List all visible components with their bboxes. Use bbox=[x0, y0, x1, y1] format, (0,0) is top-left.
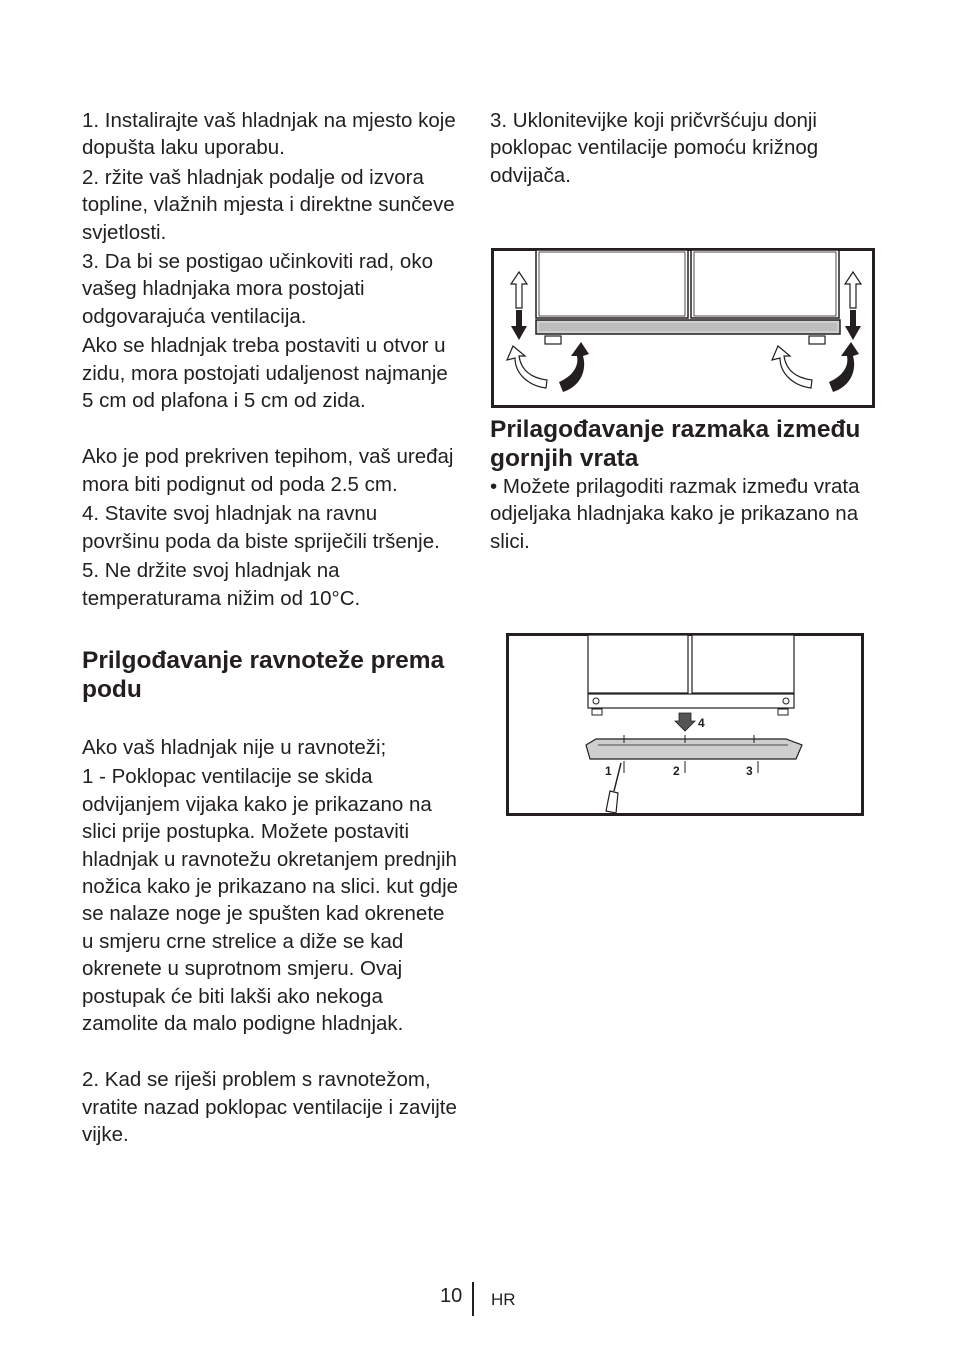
unbalanced-intro: Ako vaš hladnjak nije u ravnoteži; bbox=[82, 735, 387, 759]
right-column-lower bbox=[490, 415, 870, 555]
remove-screws-instruction: 3. Uklonitevijke koji pričvršćuju donji poklopac ventilacije pomoću križnog odvijača. bbox=[490, 109, 819, 187]
door-gap-instruction: • Možete prilagoditi razmak između vrata odjeljaka hladnjaka kako je prikazano na slici. bbox=[490, 475, 860, 553]
right-foot bbox=[809, 336, 825, 344]
instruction-4: 4. Stavite svoj hladnjak na ravnu površinu poda da biste spriječili tršenje. bbox=[82, 502, 440, 553]
carpet-note: Ako je pod prekriven tepihom, vaš uređaj mora biti podignut od poda 2.5 cm. bbox=[82, 445, 454, 496]
balance-step-2: 2. Kad se riješi problem s ravnotežom, vratite nazad poklopac ventilacije i zavijte vijke. bbox=[82, 1068, 457, 1147]
page-footer bbox=[0, 1282, 954, 1316]
label-2: 2 bbox=[673, 764, 680, 778]
instruction-1: 1. Instalirajte vaš hladnjak na mjesto koje dopušta laku uporabu. bbox=[82, 109, 456, 160]
left-door bbox=[588, 635, 688, 693]
footer-divider bbox=[472, 1282, 474, 1316]
page-number: 10 bbox=[440, 1285, 463, 1307]
left-foot bbox=[545, 336, 561, 344]
balance-step-1: 1 - Poklopac ventilacije se skida odvijanjem vijaka kako je prikazano na slici prije postupka. Možete postaviti hladnjak u ravnotežu okretanjem prednjih nožica kako je prikazano na slici. kut gdje se nalaze noge je spušten kad okrenete u smjeru crne strelice a diže se kad okrenete u suprotnom smjeru. Ovaj postupak će biti lakši ako nekoga zamolite da malo podigne hladnjak. bbox=[82, 765, 459, 1035]
left-column bbox=[82, 107, 460, 1149]
language-code: HR bbox=[491, 1290, 516, 1309]
wall-opening-note: Ako se hladnjak treba postaviti u otvor u zidu, mora postojati udaljenost najmanje 5 cm od plafona i 5 cm od zida. bbox=[82, 334, 448, 413]
left-door bbox=[536, 250, 688, 318]
feet-adjustment-figure bbox=[491, 248, 875, 408]
label-1: 1 bbox=[605, 764, 612, 778]
section-heading-door-gap: Prilagođavanje razmaka između gornjih vrata bbox=[490, 416, 861, 472]
label-4: 4 bbox=[698, 716, 705, 730]
instruction-3: 3. Da bi se postigao učinkoviti rad, oko vašeg hladnjaka mora postojati odgovarajuća ventilacija. bbox=[82, 250, 433, 328]
ventilation-cover bbox=[586, 739, 802, 759]
instruction-5: 5. Ne držite svoj hladnjak na temperaturama nižim od 10°C. bbox=[82, 559, 361, 610]
instruction-2: 2. ržite vaš hladnjak podalje od izvora topline, vlažnih mjesta i direktne sunčeve svjetlosti. bbox=[82, 165, 455, 244]
section-heading-floor-balance: Prilgođavanje ravnoteže prema podu bbox=[82, 646, 445, 703]
right-door bbox=[691, 250, 839, 318]
right-door bbox=[692, 635, 794, 693]
door-gap-figure bbox=[506, 633, 864, 816]
right-column bbox=[490, 107, 868, 189]
label-3: 3 bbox=[746, 764, 753, 778]
